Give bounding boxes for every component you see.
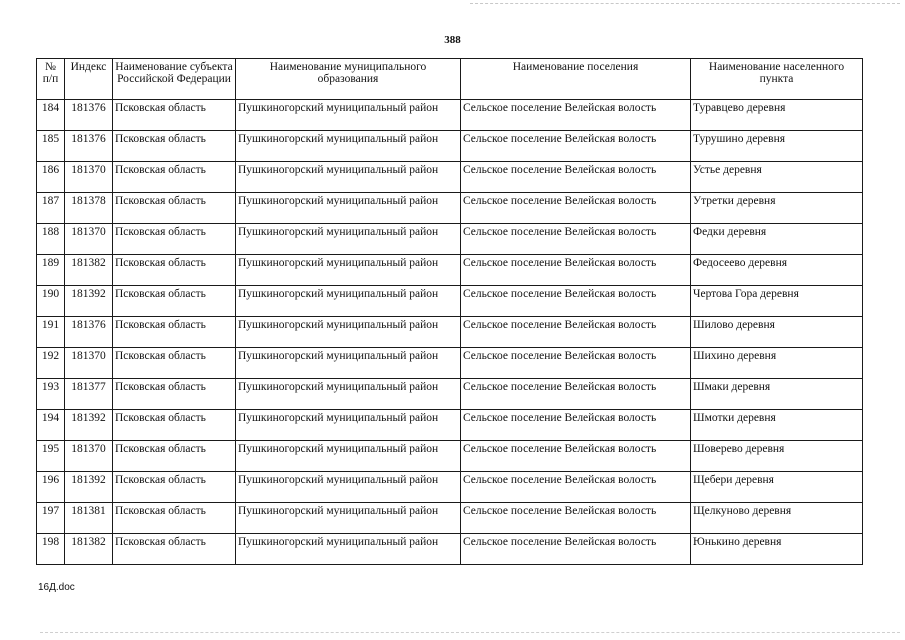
cell-settlement: Сельское поселение Велейская волость xyxy=(461,317,691,348)
cell-municipality: Пушкиногорский муниципальный район xyxy=(236,193,461,224)
cell-subject: Псковская область xyxy=(113,286,236,317)
cell-settlement: Сельское поселение Велейская волость xyxy=(461,534,691,565)
table-row xyxy=(37,503,863,534)
cell-locality: Федки деревня xyxy=(691,224,863,255)
cell-settlement: Сельское поселение Велейская волость xyxy=(461,379,691,410)
header-locality: Наименование населенного пункта xyxy=(691,59,863,100)
cell-number: 187 xyxy=(37,193,65,224)
settlements-table xyxy=(36,58,863,565)
cell-index: 181392 xyxy=(65,410,113,441)
cell-municipality: Пушкиногорский муниципальный район xyxy=(236,162,461,193)
cell-municipality: Пушкиногорский муниципальный район xyxy=(236,379,461,410)
scan-artifact-bottom xyxy=(40,632,900,633)
cell-locality: Федосеево деревня xyxy=(691,255,863,286)
cell-municipality: Пушкиногорский муниципальный район xyxy=(236,534,461,565)
cell-locality: Шмаки деревня xyxy=(691,379,863,410)
cell-number: 185 xyxy=(37,131,65,162)
cell-settlement: Сельское поселение Велейская волость xyxy=(461,503,691,534)
table-row xyxy=(37,286,863,317)
scan-artifact-top xyxy=(470,3,900,4)
cell-settlement: Сельское поселение Велейская волость xyxy=(461,193,691,224)
cell-locality: Шилово деревня xyxy=(691,317,863,348)
cell-locality: Щебери деревня xyxy=(691,472,863,503)
cell-municipality: Пушкиногорский муниципальный район xyxy=(236,131,461,162)
cell-subject: Псковская область xyxy=(113,348,236,379)
cell-index: 181376 xyxy=(65,317,113,348)
cell-municipality: Пушкиногорский муниципальный район xyxy=(236,441,461,472)
cell-locality: Шмотки деревня xyxy=(691,410,863,441)
cell-locality: Турушино деревня xyxy=(691,131,863,162)
table-row xyxy=(37,317,863,348)
header-settlement: Наименование поселения xyxy=(461,59,691,100)
table-row xyxy=(37,162,863,193)
cell-locality: Щелкуново деревня xyxy=(691,503,863,534)
cell-subject: Псковская область xyxy=(113,131,236,162)
cell-subject: Псковская область xyxy=(113,193,236,224)
table-row xyxy=(37,441,863,472)
cell-number: 188 xyxy=(37,224,65,255)
table-row xyxy=(37,472,863,503)
page-number: 388 xyxy=(444,34,461,46)
header-number: № п/п xyxy=(37,59,65,100)
table-row xyxy=(37,193,863,224)
table-row xyxy=(37,410,863,441)
cell-municipality: Пушкиногорский муниципальный район xyxy=(236,348,461,379)
cell-number: 191 xyxy=(37,317,65,348)
cell-settlement: Сельское поселение Велейская волость xyxy=(461,131,691,162)
cell-locality: Чертова Гора деревня xyxy=(691,286,863,317)
cell-municipality: Пушкиногорский муниципальный район xyxy=(236,503,461,534)
cell-municipality: Пушкиногорский муниципальный район xyxy=(236,286,461,317)
cell-locality: Юнькино деревня xyxy=(691,534,863,565)
cell-municipality: Пушкиногорский муниципальный район xyxy=(236,255,461,286)
cell-municipality: Пушкиногорский муниципальный район xyxy=(236,100,461,131)
cell-locality: Устье деревня xyxy=(691,162,863,193)
cell-index: 181370 xyxy=(65,162,113,193)
header-index: Индекс xyxy=(65,59,113,100)
cell-municipality: Пушкиногорский муниципальный район xyxy=(236,472,461,503)
cell-subject: Псковская область xyxy=(113,472,236,503)
cell-locality: Туравцево деревня xyxy=(691,100,863,131)
cell-index: 181376 xyxy=(65,100,113,131)
table-row xyxy=(37,224,863,255)
table-header-row xyxy=(37,59,863,100)
cell-subject: Псковская область xyxy=(113,441,236,472)
header-municipality: Наименование муниципального образования xyxy=(236,59,461,100)
cell-municipality: Пушкиногорский муниципальный район xyxy=(236,317,461,348)
cell-index: 181370 xyxy=(65,441,113,472)
cell-subject: Псковская область xyxy=(113,100,236,131)
cell-number: 186 xyxy=(37,162,65,193)
table-row xyxy=(37,348,863,379)
cell-settlement: Сельское поселение Велейская волость xyxy=(461,472,691,503)
cell-number: 198 xyxy=(37,534,65,565)
cell-index: 181370 xyxy=(65,224,113,255)
cell-settlement: Сельское поселение Велейская волость xyxy=(461,100,691,131)
cell-subject: Псковская область xyxy=(113,534,236,565)
cell-index: 181370 xyxy=(65,348,113,379)
cell-subject: Псковская область xyxy=(113,224,236,255)
table-row xyxy=(37,534,863,565)
cell-number: 197 xyxy=(37,503,65,534)
cell-index: 181378 xyxy=(65,193,113,224)
cell-settlement: Сельское поселение Велейская волость xyxy=(461,162,691,193)
cell-locality: Шихино деревня xyxy=(691,348,863,379)
cell-settlement: Сельское поселение Велейская волость xyxy=(461,224,691,255)
cell-number: 189 xyxy=(37,255,65,286)
cell-subject: Псковская область xyxy=(113,317,236,348)
cell-subject: Псковская область xyxy=(113,255,236,286)
table-row xyxy=(37,379,863,410)
cell-index: 181376 xyxy=(65,131,113,162)
cell-number: 196 xyxy=(37,472,65,503)
cell-settlement: Сельское поселение Велейская волость xyxy=(461,255,691,286)
cell-subject: Псковская область xyxy=(113,503,236,534)
cell-number: 190 xyxy=(37,286,65,317)
cell-number: 184 xyxy=(37,100,65,131)
cell-locality: Шоверево деревня xyxy=(691,441,863,472)
cell-municipality: Пушкиногорский муниципальный район xyxy=(236,224,461,255)
cell-municipality: Пушкиногорский муниципальный район xyxy=(236,410,461,441)
cell-index: 181377 xyxy=(65,379,113,410)
cell-index: 181381 xyxy=(65,503,113,534)
header-subject: Наименование субъекта Российской Федерации xyxy=(113,59,236,100)
cell-subject: Псковская область xyxy=(113,410,236,441)
cell-index: 181392 xyxy=(65,286,113,317)
cell-settlement: Сельское поселение Велейская волость xyxy=(461,286,691,317)
cell-subject: Псковская область xyxy=(113,162,236,193)
table-row xyxy=(37,100,863,131)
cell-settlement: Сельское поселение Велейская волость xyxy=(461,410,691,441)
cell-index: 181382 xyxy=(65,255,113,286)
footer-filename: 16Д.doc xyxy=(38,582,75,593)
cell-subject: Псковская область xyxy=(113,379,236,410)
cell-index: 181382 xyxy=(65,534,113,565)
cell-locality: Утретки деревня xyxy=(691,193,863,224)
cell-number: 193 xyxy=(37,379,65,410)
cell-settlement: Сельское поселение Велейская волость xyxy=(461,348,691,379)
table-body xyxy=(37,100,863,565)
cell-settlement: Сельское поселение Велейская волость xyxy=(461,441,691,472)
table-row xyxy=(37,131,863,162)
cell-number: 192 xyxy=(37,348,65,379)
cell-index: 181392 xyxy=(65,472,113,503)
cell-number: 195 xyxy=(37,441,65,472)
table-row xyxy=(37,255,863,286)
cell-number: 194 xyxy=(37,410,65,441)
